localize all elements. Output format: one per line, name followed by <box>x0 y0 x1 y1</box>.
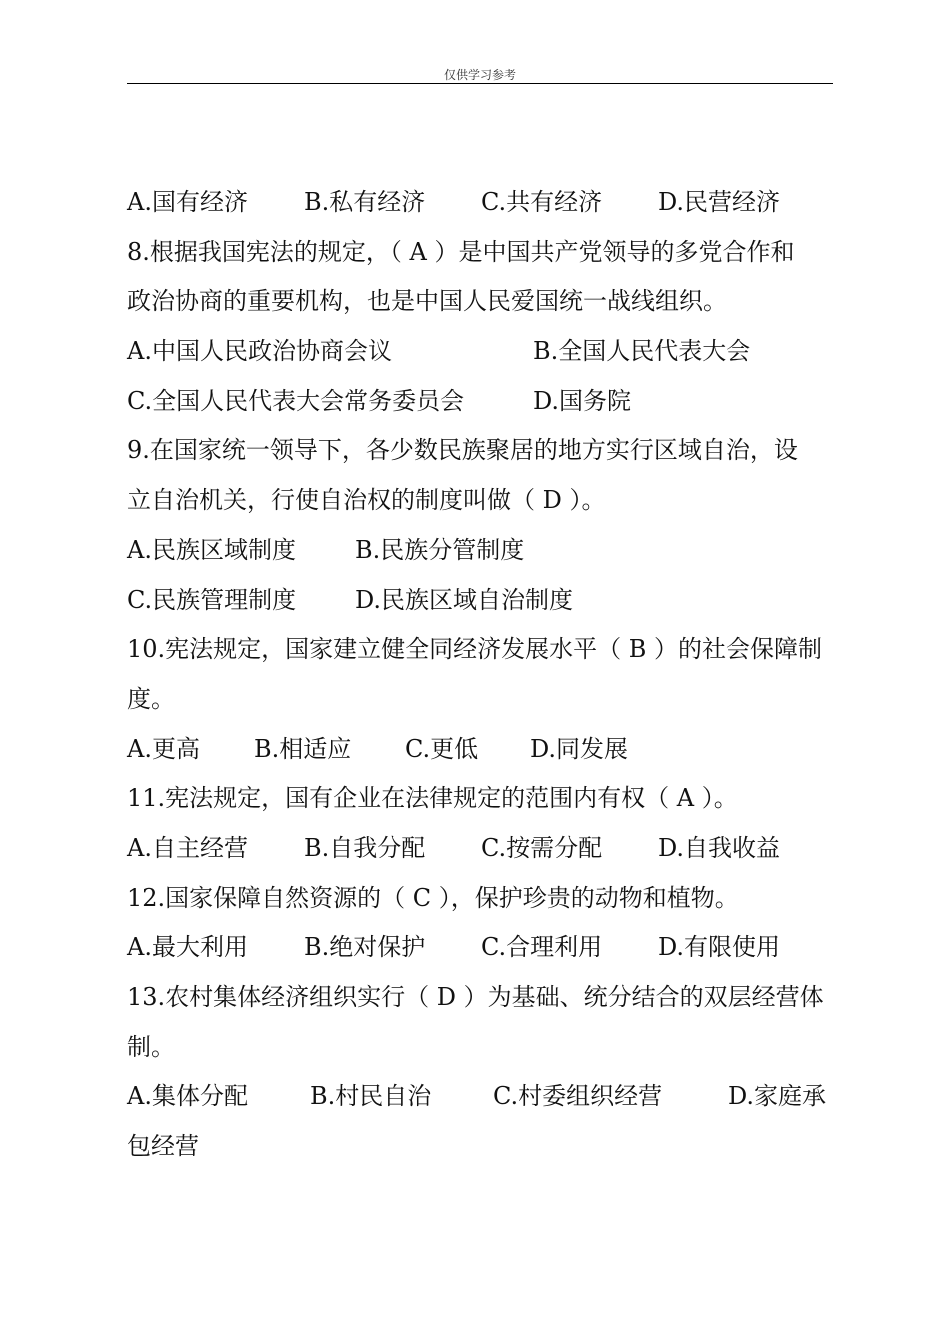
answer-option: C.全国人民代表大会常务委员会 <box>127 386 465 415</box>
answer-option: C.更低 <box>405 734 479 763</box>
answer-option: B.私有经济 <box>304 188 426 216</box>
question-line: 立自治机关，行使自治权的制度叫做（ D ）。 <box>127 486 606 515</box>
options-row <box>127 923 837 973</box>
question-line: 12.国家保障自然资源的（ C ），保护珍贵的动物和植物。 <box>127 883 739 912</box>
answer-option: A.国有经济 <box>127 188 248 216</box>
answer-option: A.自主经营 <box>127 833 248 862</box>
answer-option: C.村委组织经营 <box>493 1082 663 1111</box>
answer-option: A.最大利用 <box>127 933 248 962</box>
question-list <box>127 178 837 1172</box>
question-line: 8.根据我国宪法的规定，（ A ）是中国共产党领导的多党合作和 <box>127 237 795 266</box>
question-line: 9.在国家统一领导下，各少数民族聚居的地方实行区域自治，设 <box>127 436 798 465</box>
question-line: 度。 <box>127 684 175 713</box>
answer-option: B.村民自治 <box>310 1082 432 1111</box>
options-row <box>127 824 837 874</box>
question-line: 13.农村集体经济组织实行（ D ）为基础、统分结合的双层经营体 <box>127 983 824 1011</box>
answer-option: D.自我收益 <box>658 833 781 862</box>
answer-option: A.中国人民政治协商会议 <box>127 337 392 366</box>
answer-option: C.民族管理制度 <box>127 585 297 614</box>
answer-option: D.民营经济 <box>658 188 781 216</box>
answer-option: D.国务院 <box>533 386 632 415</box>
question-line: 包经营 <box>127 1132 199 1161</box>
header-divider <box>127 83 833 84</box>
question-line: 11.宪法规定，国有企业在法律规定的范围内有权（ A ）。 <box>127 784 738 813</box>
options-row <box>127 526 837 576</box>
question-line: 制。 <box>127 1032 175 1061</box>
answer-option: A.更高 <box>127 734 200 763</box>
options-row <box>127 725 837 775</box>
answer-option: D.同发展 <box>530 734 629 763</box>
page-header: 仅供学习参考 <box>443 68 516 82</box>
options-row <box>127 327 837 377</box>
answer-option: B.相适应 <box>254 734 352 763</box>
options-row <box>127 178 837 228</box>
options-row <box>127 377 837 427</box>
question-line: 10.宪法规定，国家建立健全同经济发展水平（ B ）的社会保障制 <box>127 635 823 664</box>
answer-option: C.共有经济 <box>481 188 603 216</box>
answer-option: A.民族区域制度 <box>127 535 296 564</box>
options-row <box>127 1072 837 1122</box>
answer-option: B.全国人民代表大会 <box>533 337 751 366</box>
answer-option: B.绝对保护 <box>304 933 426 962</box>
options-row <box>127 576 837 626</box>
answer-option: B.民族分管制度 <box>355 535 525 564</box>
answer-option: C.按需分配 <box>481 833 603 862</box>
answer-option: C.合理利用 <box>481 933 603 962</box>
question-line: 政治协商的重要机构，也是中国人民爱国统一战线组织。 <box>127 287 727 316</box>
answer-option: A.集体分配 <box>127 1082 248 1111</box>
answer-option: D.家庭承 <box>728 1082 827 1111</box>
answer-option: D.有限使用 <box>658 933 781 962</box>
answer-option: B.自我分配 <box>304 833 426 862</box>
answer-option: D.民族区域自治制度 <box>355 585 574 614</box>
